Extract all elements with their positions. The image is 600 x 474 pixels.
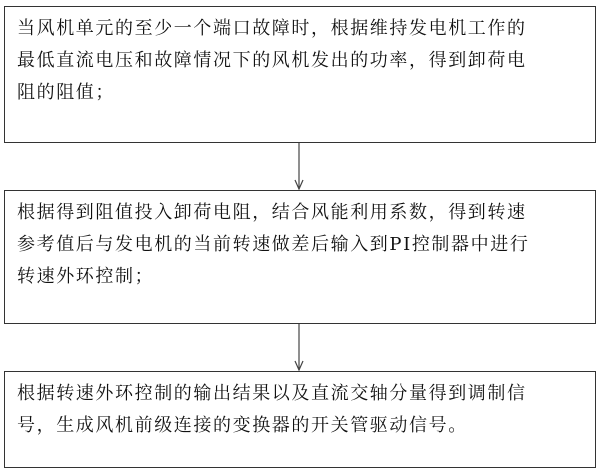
flow-step-1-line-2: 最低直流电压和故障情况下的风机发出的功率，得到卸荷电 [17, 50, 527, 71]
flow-step-2-box [4, 190, 596, 324]
flow-step-2-line-1: 根据得到阻值投入卸荷电阻，结合风能利用系数，得到转速 [17, 202, 527, 223]
flow-arrow-1-to-2 [292, 143, 306, 190]
flow-step-1-box [4, 6, 596, 143]
flow-step-3-line-1: 根据转速外环控制的输出结果以及直流交轴分量得到调制信 [17, 383, 527, 404]
flow-step-2-line-2: 参考值后与发电机的当前转速做差后输入到PI控制器中进行 [17, 234, 530, 255]
flow-step-2-line-3: 转速外环控制； [17, 266, 155, 287]
flow-step-1-line-3: 阻的阻值； [17, 82, 115, 103]
flow-step-3-box [4, 371, 596, 468]
flow-step-1-line-1: 当风机单元的至少一个端口故障时，根据维持发电机工作的 [17, 18, 527, 39]
flow-step-3-line-2: 号，生成风机前级连接的变换器的开关管驱动信号。 [17, 415, 468, 436]
flow-arrow-2-to-3 [292, 324, 306, 371]
